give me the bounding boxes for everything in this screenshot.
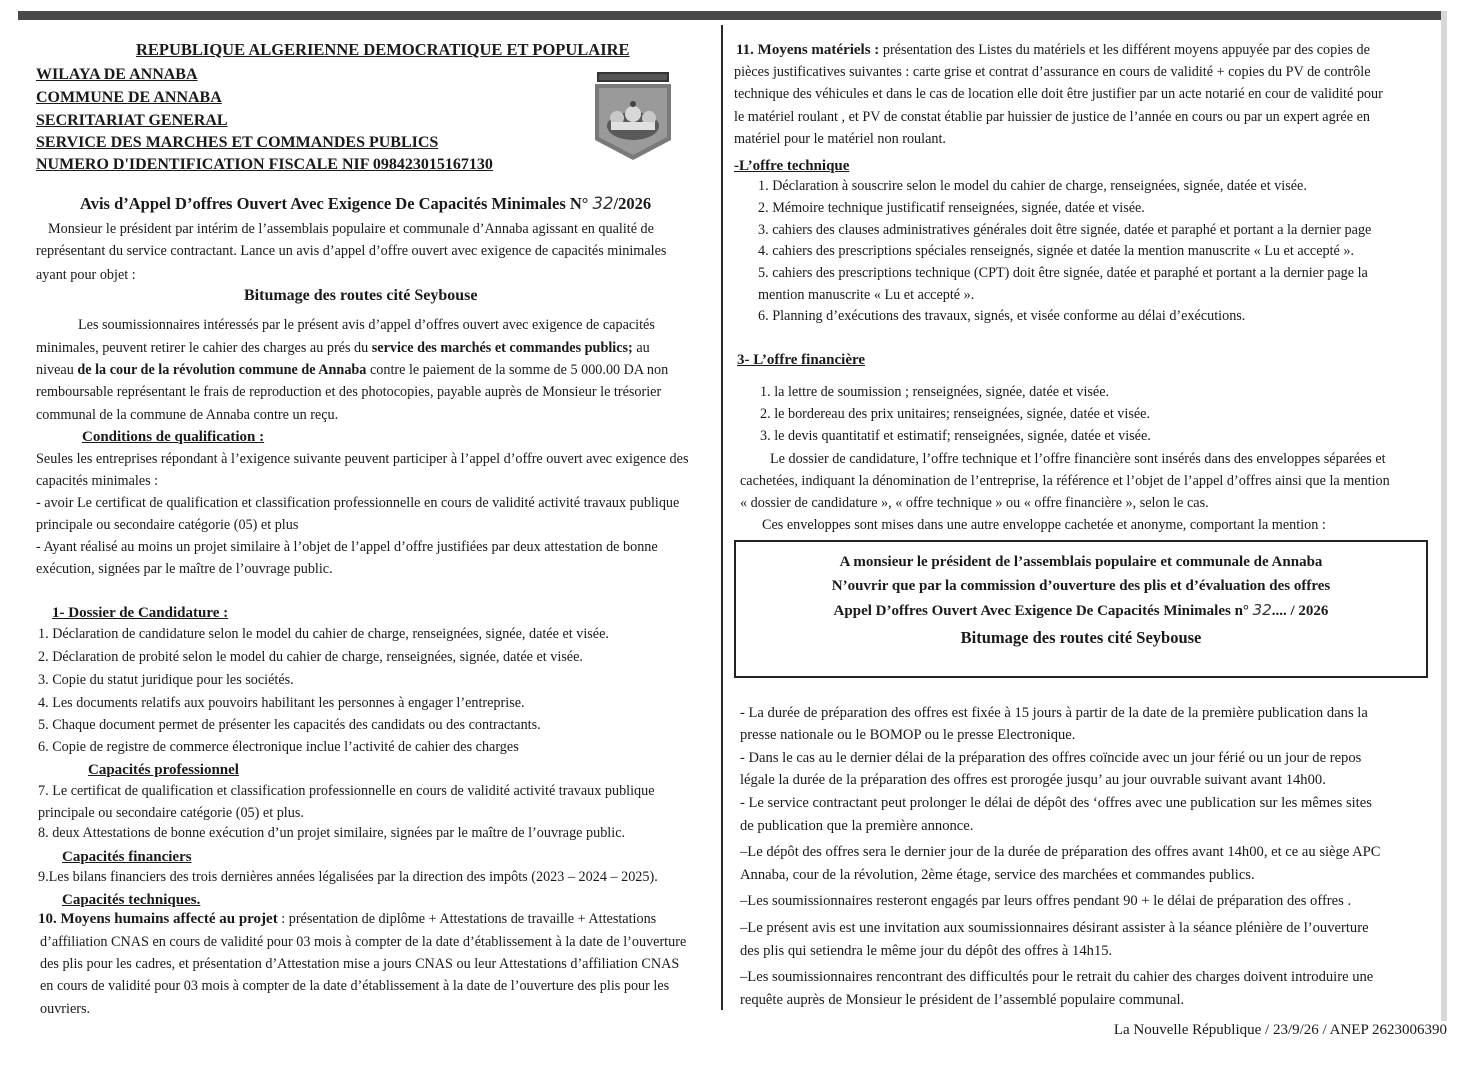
intro-line-3: ayant pour objet : [36,267,136,283]
condition-line-7: –Le dépôt des offres sera le dernier jour de la durée de préparation des offres avant 14h00, et ce au siège APC [740,844,1381,860]
offre-technique-item-5: 5. cahiers des prescriptions technique (CPT) doit être signée, datée et paraphé et portant a la dernier page la [758,265,1368,281]
dossier-item-4: 4. Les documents relatifs aux pouvoirs habilitant les personnes à engager l’entreprise. [38,695,525,711]
qualification-line-6: exécution, signées par le maître de l’ouvrage public. [36,561,333,577]
condition-line-5: - Le service contractant peut prolonger le délai de dépôt des ‘offres avec une publication sur les mêmes sites [740,795,1372,811]
condition-line-2: presse nationale ou le BOMOP ou le presse Electronique. [740,727,1076,743]
moyens-line-2: pièces justificatives suivantes : carte grise et contrat d’assurance en cours de validité + copies du PV de contrôle [734,64,1371,80]
condition-line-12: –Les soumissionnaires rencontrant des difficultés pour le retrait du cahier des charges doivent introduire une [740,969,1374,985]
retrieval-text: minimales, peuvent retirer le cahier des charges au prés du [36,340,369,356]
publication-footer: La Nouvelle République / 23/9/26 / ANEP 2623006390 [1113,1022,1447,1038]
envelope-line-1: Le dossier de candidature, l’offre technique et l’offre financière sont insérés dans des enveloppes séparées et [770,451,1386,467]
intro-line-2: représentant du service contractant. Lance un avis d’appel d’offre ouvert avec exigence de capacités minimales [36,243,667,259]
dossier-item-3: 3. Copie du statut juridique pour les sociétés. [38,672,294,688]
retrieval-payment: contre le paiement de la somme de 5 000.00 DA non [366,362,669,378]
envelope-mention-box [734,540,1428,678]
box-line-1: A monsieur le président de l’assemblais populaire et communale de Annaba [839,554,1323,570]
retrieval-service-bold: service des marchés et commandes publics; [371,340,633,356]
header-secretariat: SECRITARIAT GENERAL [36,112,228,129]
professional-capacities-heading: Capacités professionnel [88,762,239,778]
moyens-text: présentation des Listes du matériels et les différent moyens appuyée par des copies de [879,42,1370,58]
offre-financiere-item-2: 2. le bordereau des prix unitaires; renseignées, signée, datée et visée. [760,406,1151,422]
moyens-line-3: technique des véhicules et dans le cas de location elle doit être justifier par un acte notarié en cour de validité pour [734,86,1383,102]
qualification-line-4: principale ou secondaire catégorie (05) et plus [36,517,299,533]
offre-technique-item-1: 1. Déclaration à souscrire selon le model du cahier de charge, renseignées, signée, datée et visée. [758,178,1307,194]
column-divider [721,25,723,1010]
prof-item-1: 7. Le certificat de qualification et classification professionnelle en cours de validité activité travaux publique [38,783,655,799]
box-line-4: Bitumage des routes cité Seybouse [960,628,1202,647]
tech-item-text: : présentation de diplôme + Attestations de travaille + Attestations [281,911,657,927]
republic-heading: REPUBLIQUE ALGERIENNE DEMOCRATIQUE ET POPULAIRE [136,40,630,59]
box-number-handwritten: 32 [1252,601,1272,619]
header-wilaya: WILAYA DE ANNABA [36,66,198,83]
condition-line-9: –Les soumissionnaires resteront engagés par leurs offres pendant 90 + le délai de préparation des offres . [740,893,1352,909]
condition-line-6: de publication que la première annonce. [740,818,974,834]
tech-item-label: 10. Moyens humains affecté au projet [38,911,278,927]
condition-line-10: –Le présent avis est une invitation aux soumissionnaires désirant assister à la séance plénière de l’ouverture [740,920,1369,936]
offre-technique-item-3: 3. cahiers des clauses administratives générales doit être signée, datée et paraphé et portant a la dernier page [758,222,1372,238]
box-line-2: N’ouvrir que par la commission d’ouverture des plis et d’évaluation des offres [831,578,1331,594]
wilaya-crown-emblem-icon [593,70,673,162]
header-commune: COMMUNE DE ANNABA [36,89,222,106]
header-nif: NUMERO D'IDENTIFICATION FISCALE NIF 098423015167130 [36,156,493,173]
condition-line-3: - Dans le cas au le dernier délai de la préparation des offres coïncide avec un jour férié ou un jour de repos [740,750,1362,766]
scan-top-border [18,11,1446,20]
condition-line-11: des plis qui setiendra le même jour du dépôt des offres à 14h15. [740,943,1113,959]
envelope-line-4: Ces enveloppes sont mises dans une autre enveloppe cachetée et anonyme, comportant la mention : [762,517,1326,533]
moyens-line-5: matériel pour le matériel non roulant. [734,131,946,147]
notice-title-text: Avis d’Appel D’offres Ouvert Avec Exigence De Capacités Minimales N° [80,194,589,213]
qualification-line-2: capacités minimales : [36,473,159,489]
tech-item-line-1 [38,908,656,931]
scan-right-edge [1441,11,1447,1021]
dossier-item-2: 2. Déclaration de probité selon le model du cahier de charge, renseignées, signée, datée et visée. [38,649,583,665]
prof-item-3: 8. deux Attestations de bonne exécution d’un projet similaire, signées par le maître de l’ouvrage public. [38,825,626,841]
tech-item-line-2: d’affiliation CNAS en cours de validité pour 03 mois à compter de la date d’établissement à la date de l’ouverture [40,934,687,950]
qualification-line-1: Seules les entreprises répondant à l’exigence suivante peuvent participer à l’appel d’offre ouvert avec exigence des [36,451,689,467]
moyens-label: 11. Moyens matériels : [736,42,880,58]
retrieval-line-5: communal de la commune de Annaba contre un reçu. [36,407,339,423]
offre-technique-item-4: 4. cahiers des prescriptions spéciales renseignés, signée et datée la mention manuscrite « Lu et accepté ». [758,243,1355,259]
moyens-line-1 [736,39,1370,62]
qualification-line-5: - Ayant réalisé au moins un projet similaire à l’objet de l’appel d’offre justifiées par deux attestation de bonne [36,539,658,555]
tech-item-line-4: en cours de validité pour 03 mois à compter de la date d’établissement à la date de l’ouverture des plis pour les [40,978,670,994]
offre-technique-heading: -L’offre technique [734,158,850,174]
notice-number-handwritten: 32 [592,194,614,213]
qualification-line-3: - avoir Le certificat de qualification et classification professionnelle en cours de validité activité travaux publique [36,495,680,511]
technical-capacities-heading: Capacités techniques. [62,892,201,908]
condition-line-13: requête auprès de Monsieur le président de l’assemblé populaire communal. [740,992,1185,1008]
envelope-line-2: cachetées, indiquant la dénomination de l’entreprise, la référence et l’objet de l’appel d’offres ainsi que la mention [740,473,1390,489]
offre-technique-item-6: 6. Planning d’exécutions des travaux, signés, et visée conforme au délai d’exécutions. [758,308,1246,324]
retrieval-line-4: remboursable représentant le frais de reproduction et des photocopies, payable auprès de Monsieur le trésorier [36,384,662,400]
offre-financiere-heading: 3- L’offre financière [737,352,866,368]
offre-technique-item-5-cont: mention manuscrite « Lu et accepté ». [758,287,975,303]
offre-financiere-item-3: 3. le devis quantitatif et estimatif; renseignées, signée, datée et visée. [760,428,1151,444]
qualification-heading: Conditions de qualification : [82,429,265,445]
tech-item-line-3: des plis pour les cadres, et présentation d’Attestation mise a jours CNAS ou leur Attestations d’affiliation CNAS [40,956,680,972]
notice-title [80,194,651,214]
retrieval-line-2 [36,337,650,360]
dossier-item-6: 6. Copie de registre de commerce électronique inclue l’activité de cahier des charges [38,739,519,755]
notice-subject: Bitumage des routes cité Seybouse [244,287,478,304]
financial-capacities-heading: Capacités financiers [62,849,192,865]
financial-item: 9.Les bilans financiers des trois dernières années légalisées par la direction des impôts (2023 – 2024 – 2025). [38,869,658,885]
retrieval-au: au [632,340,650,356]
offre-technique-item-2: 2. Mémoire technique justificatif renseignées, signée, datée et visée. [758,200,1145,216]
envelope-line-3: « dossier de candidature », « offre technique » ou « offre financière », selon le cas. [740,495,1209,511]
notice-year: /2026 [613,194,652,213]
header-service: SERVICE DES MARCHES ET COMMANDES PUBLICS [36,134,439,151]
prof-item-2: principale ou secondaire catégorie (05) et plus. [38,805,304,821]
box-line-3 [736,601,1426,620]
offre-financiere-item-1: 1. la lettre de soumission ; renseignées, signée, datée et visée. [760,384,1110,400]
dossier-item-5: 5. Chaque document permet de présenter les capacités des candidats ou des contractants. [38,717,541,733]
condition-line-8: Annaba, cour de la révolution, 2ème étage, service des marchées et commandes publics. [740,867,1255,883]
retrieval-niveau: niveau [36,362,74,378]
retrieval-line-3 [36,359,668,382]
condition-line-1: - La durée de préparation des offres est fixée à 15 jours à partir de la date de la première publication dans la [740,705,1368,721]
retrieval-line-1: Les soumissionnaires intéressés par le présent avis d’appel d’offres ouvert avec exigence de capacités [78,317,655,333]
box-year: .... / 2026 [1271,603,1329,619]
moyens-line-4: le matériel roulant , et PV de constat établie par huissier de justice de l’année en cours ou par un expert agrée en [734,109,1370,125]
tech-item-line-5: ouvriers. [40,1001,91,1017]
dossier-item-1: 1. Déclaration de candidature selon le model du cahier de charge, renseignées, signée, datée et visée. [38,626,609,642]
retrieval-location-bold: de la cour de la révolution commune de Annaba [77,362,367,378]
condition-line-4: légale la durée de la préparation des offres est prorogée jusqu’ au jour ouvrable suivant avant 14h00. [740,772,1326,788]
intro-line-1: Monsieur le président par intérim de l’assemblais populaire et communale d’Annaba agissant en qualité de [48,221,654,237]
dossier-heading: 1- Dossier de Candidature : [52,605,229,621]
box-line-3-text: Appel D’offres Ouvert Avec Exigence De Capacités Minimales n° [833,603,1249,619]
